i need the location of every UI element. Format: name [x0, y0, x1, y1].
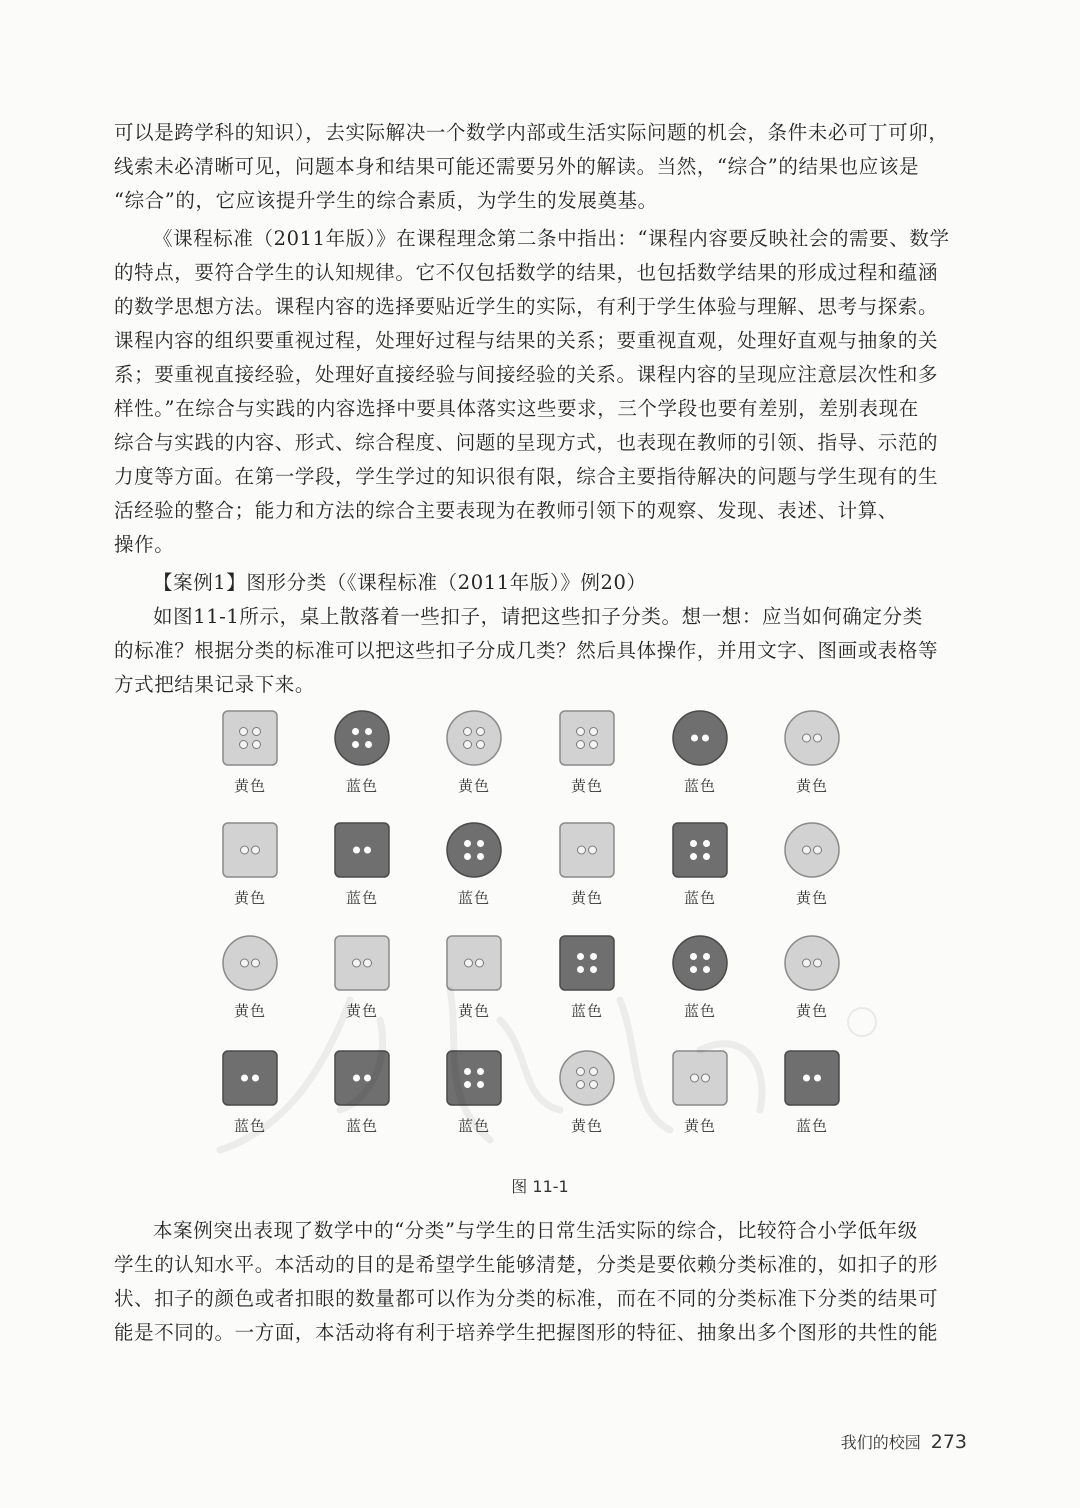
button-color-label: 黄色: [570, 777, 603, 795]
button-item: [429, 933, 519, 1033]
button-body: [560, 823, 614, 877]
text-line: 学生的认知水平。本活动的目的是希望学生能够清楚，分类是要依赖分类标准的，如扣子的形: [114, 1253, 939, 1276]
button-color-label: 蓝色: [795, 1117, 828, 1135]
button-body: [335, 823, 389, 877]
button-body: [785, 1051, 839, 1105]
button-hole: [703, 735, 709, 741]
button-item: [655, 820, 745, 920]
square-button-icon: [444, 933, 504, 993]
button-hole: [353, 729, 359, 735]
button-hole: [241, 959, 249, 967]
button-color-label: 蓝色: [683, 1002, 716, 1020]
button-hole: [704, 954, 710, 960]
button-item: [767, 933, 857, 1033]
button-body: [785, 711, 839, 765]
button-hole: [577, 1081, 585, 1089]
text-line: 综合与实践的内容、形式、综合程度、问题的呈现方式，也表现在教师的引领、指导、示范的: [114, 431, 939, 454]
button-body: [673, 1051, 727, 1105]
button-hole: [253, 728, 261, 736]
text-line: 线索未必清晰可见，问题本身和结果可能还需要另外的解读。当然，“综合”的结果也应该是: [114, 155, 920, 178]
button-hole: [803, 959, 811, 967]
button-color-label: 蓝色: [345, 889, 378, 907]
button-color-label: 黄色: [570, 1117, 603, 1135]
square-button-icon: [782, 1048, 842, 1108]
square-button-icon: [220, 1048, 280, 1108]
text-line: 本案例突出表现了数学中的“分类”与学生的日常生活实际的综合，比较符合小学低年级: [153, 1219, 918, 1242]
round-button-icon: [444, 820, 504, 880]
button-item: [655, 933, 745, 1033]
button-hole: [240, 741, 248, 749]
button-body: [335, 936, 389, 990]
button-item: [542, 1048, 632, 1148]
button-hole: [814, 846, 822, 854]
button-color-label: 黄色: [457, 1002, 490, 1020]
button-hole: [465, 1069, 471, 1075]
case-heading-text: 【案例1】图形分类（《课程标准（2011年版）》例20）: [153, 571, 647, 594]
button-item: [205, 708, 295, 808]
round-button-icon: [220, 933, 280, 993]
button-hole: [578, 846, 586, 854]
button-color-label: 黄色: [795, 777, 828, 795]
button-color-label: 蓝色: [345, 777, 378, 795]
button-hole: [590, 741, 598, 749]
button-item: [542, 933, 632, 1033]
button-hole: [366, 729, 372, 735]
round-button-icon: [782, 933, 842, 993]
button-body: [223, 823, 277, 877]
button-hole: [577, 1068, 585, 1076]
button-hole: [591, 967, 597, 973]
square-button-icon: [670, 820, 730, 880]
button-hole: [803, 846, 811, 854]
button-hole: [464, 741, 472, 749]
button-body: [223, 711, 277, 765]
button-hole: [364, 959, 372, 967]
button-body: [560, 936, 614, 990]
button-hole: [803, 734, 811, 742]
square-button-icon: [557, 708, 617, 768]
text-line: 可以是跨学科的知识），去实际解决一个数学内部或生活实际问题的机会，条件未必可丁可卯，: [114, 121, 949, 144]
button-figure: [200, 708, 880, 1168]
footer-section-title: 我们的校园: [840, 1433, 921, 1452]
round-button-icon: [782, 820, 842, 880]
button-color-label: 黄色: [683, 1117, 716, 1135]
button-item: [205, 1048, 295, 1148]
button-hole: [590, 728, 598, 736]
text-line: 操作。: [114, 533, 175, 556]
button-item: [655, 708, 745, 808]
text-line: 如图11-1所示，桌上散落着一些扣子，请把这些扣子分类。想一想：应当如何确定分类: [153, 605, 923, 628]
button-hole: [253, 741, 261, 749]
button-color-label: 蓝色: [683, 777, 716, 795]
round-button-icon: [670, 708, 730, 768]
square-button-icon: [220, 708, 280, 768]
button-color-label: 蓝色: [683, 889, 716, 907]
button-item: [317, 1048, 407, 1148]
round-button-icon: [557, 1048, 617, 1108]
button-hole: [354, 1075, 360, 1081]
paragraph-3: [114, 600, 970, 702]
button-hole: [691, 854, 697, 860]
button-body: [223, 936, 277, 990]
button-hole: [589, 846, 597, 854]
button-hole: [691, 967, 697, 973]
text-line: 的标准？根据分类的标准可以把这些扣子分成几类？然后具体操作，并用文字、图画或表格等: [114, 639, 939, 662]
button-hole: [815, 1075, 821, 1081]
text-line: 课程内容的组织要重视过程，处理好过程与结果的关系；要重视直观，处理好直观与抽象的关: [114, 329, 939, 352]
button-item: [542, 820, 632, 920]
figure-caption: 图 11-1: [511, 1177, 569, 1196]
button-hole: [366, 742, 372, 748]
button-item: [429, 708, 519, 808]
button-hole: [353, 959, 361, 967]
button-body: [785, 936, 839, 990]
button-hole: [241, 846, 249, 854]
text-line: 状、扣子的颜色或者扣眼的数量都可以作为分类的标准，而在不同的分类标准下分类的结果可: [114, 1287, 939, 1310]
button-body: [673, 823, 727, 877]
round-button-icon: [670, 933, 730, 993]
button-hole: [465, 841, 471, 847]
button-hole: [465, 854, 471, 860]
button-item: [767, 1048, 857, 1148]
button-hole: [242, 1075, 248, 1081]
button-hole: [353, 742, 359, 748]
text-line: “综合”的，它应该提升学生的综合素质，为学生的发展奠基。: [114, 189, 658, 212]
page-number: 273: [930, 1431, 967, 1453]
button-color-label: 蓝色: [457, 1117, 490, 1135]
button-hole: [704, 967, 710, 973]
button-body: [335, 1051, 389, 1105]
button-hole: [578, 954, 584, 960]
button-hole: [477, 741, 485, 749]
button-hole: [476, 959, 484, 967]
button-hole: [365, 1075, 371, 1081]
square-button-icon: [332, 933, 392, 993]
button-hole: [578, 967, 584, 973]
button-hole: [478, 854, 484, 860]
button-item: [317, 820, 407, 920]
button-item: [767, 820, 857, 920]
text-line: 样性。”在综合与实践的内容选择中要具体落实这些要求，三个学段也要有差别，差别表现在: [114, 397, 919, 420]
paragraph-1: [114, 116, 970, 218]
text-line: 能是不同的。一方面，本活动将有利于培养学生把握图形的特征、抽象出多个图形的共性的能: [114, 1321, 939, 1344]
button-hole: [478, 1082, 484, 1088]
paragraph-4: [114, 1214, 970, 1350]
button-body: [785, 823, 839, 877]
button-body: [223, 1051, 277, 1105]
text-line: 的数学思想方法。课程内容的选择要贴近学生的实际，有利于学生体验与理解、思考与探索。: [114, 295, 939, 318]
button-color-label: 蓝色: [345, 1117, 378, 1135]
text-line: 方式把结果记录下来。: [114, 673, 316, 696]
button-hole: [590, 1081, 598, 1089]
button-hole: [354, 847, 360, 853]
square-button-icon: [444, 1048, 504, 1108]
button-item: [317, 708, 407, 808]
button-color-label: 黄色: [795, 1002, 828, 1020]
button-color-label: 黄色: [233, 889, 266, 907]
button-hole: [591, 954, 597, 960]
button-color-label: 黄色: [233, 1002, 266, 1020]
button-hole: [252, 959, 260, 967]
button-hole: [252, 846, 260, 854]
case-heading: [114, 566, 970, 600]
button-body: [447, 823, 501, 877]
button-item: [655, 1048, 745, 1148]
button-hole: [691, 1074, 699, 1082]
round-button-icon: [782, 708, 842, 768]
button-body: [447, 711, 501, 765]
square-button-icon: [220, 820, 280, 880]
text-line: 力度等方面。在第一学段，学生学过的知识很有限，综合主要指待解决的问题与学生现有的生: [114, 465, 939, 488]
button-color-label: 黄色: [795, 889, 828, 907]
button-hole: [704, 854, 710, 860]
square-button-icon: [670, 1048, 730, 1108]
square-button-icon: [557, 820, 617, 880]
button-body: [673, 711, 727, 765]
button-hole: [465, 1082, 471, 1088]
button-hole: [478, 1069, 484, 1075]
button-item: [767, 708, 857, 808]
button-item: [429, 1048, 519, 1148]
button-hole: [691, 841, 697, 847]
text-line: 的特点，要符合学生的认知规律。它不仅包括数学的结果，也包括数学结果的形成过程和蕴涵: [114, 261, 939, 284]
square-button-icon: [557, 933, 617, 993]
button-hole: [240, 728, 248, 736]
button-hole: [804, 1075, 810, 1081]
button-hole: [702, 1074, 710, 1082]
paragraph-2: [114, 222, 970, 562]
round-button-icon: [444, 708, 504, 768]
button-color-label: 黄色: [457, 777, 490, 795]
button-hole: [814, 959, 822, 967]
button-color-label: 蓝色: [233, 1117, 266, 1135]
button-item: [205, 933, 295, 1033]
button-hole: [477, 728, 485, 736]
button-color-label: 蓝色: [457, 889, 490, 907]
button-hole: [478, 841, 484, 847]
page-footer: [841, 1430, 967, 1453]
button-body: [447, 1051, 501, 1105]
button-hole: [464, 728, 472, 736]
button-color-label: 黄色: [233, 777, 266, 795]
round-button-icon: [332, 708, 392, 768]
text-line: 《课程标准（2011年版）》在课程理念第二条中指出：“课程内容要反映社会的需要、数学: [153, 227, 950, 250]
button-hole: [692, 735, 698, 741]
button-hole: [814, 734, 822, 742]
button-body: [560, 1051, 614, 1105]
button-item: [317, 933, 407, 1033]
square-button-icon: [332, 820, 392, 880]
button-item: [205, 820, 295, 920]
button-body: [447, 936, 501, 990]
button-hole: [590, 1068, 598, 1076]
button-item: [429, 820, 519, 920]
button-hole: [253, 1075, 259, 1081]
button-hole: [691, 954, 697, 960]
button-hole: [577, 741, 585, 749]
button-color-label: 黄色: [345, 1002, 378, 1020]
square-button-icon: [332, 1048, 392, 1108]
button-hole: [704, 841, 710, 847]
button-color-label: 蓝色: [570, 1002, 603, 1020]
button-item: [542, 708, 632, 808]
button-hole: [465, 959, 473, 967]
button-hole: [577, 728, 585, 736]
button-hole: [365, 847, 371, 853]
button-body: [560, 711, 614, 765]
button-body: [335, 711, 389, 765]
button-color-label: 黄色: [570, 889, 603, 907]
text-line: 活经验的整合；能力和方法的综合主要表现为在教师引领下的观察、发现、表述、计算、: [114, 499, 898, 522]
button-body: [673, 936, 727, 990]
text-line: 系；要重视直接经验，处理好直接经验与间接经验的关系。课程内容的呈现应注意层次性和多: [114, 363, 939, 386]
